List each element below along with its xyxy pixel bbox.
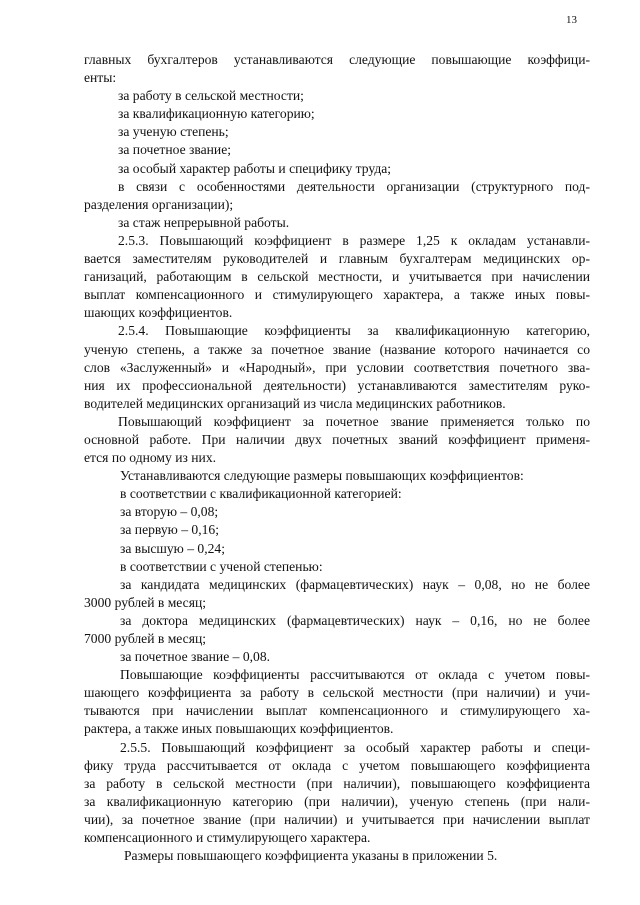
text-line: шающих коэффициентов. [84,305,233,321]
text-line: ученую степень, а также за почетное звание (название которого начинается со [84,341,590,357]
text-line: за квалификационную категорию; [118,106,315,122]
text-line: Размеры повышающего коэффициента указаны в приложении 5. [124,848,498,864]
text-line: вается заместителям руководителей и главным бухгалтерам медицинских ор- [84,251,590,267]
text-line: енты: [84,70,117,86]
text-line: 2.5.5. Повышающий коэффициент за особый характер работы и специ- [120,739,590,755]
text-line: водителей медицинских организаций из числа медицинских работников. [84,395,506,411]
text-line: 3000 рублей в месяц; [84,594,207,610]
text-line: за кандидата медицинских (фармацевтических) наук – 0,08, но не более [120,576,590,592]
text-line: Повышающие коэффициенты рассчитываются от оклада с учетом повы- [120,667,590,683]
text-line: за квалификационную категорию (при наличии), ученую степень (при нали- [84,793,590,809]
text-line: ния их профессиональной деятельности) устанавливаются заместителям руко- [84,377,590,393]
text-line: основной работе. При наличии двух почетных званий коэффициент применя- [84,431,590,447]
text-line: слов «Заслуженный» и «Народный», при условии соответствия почетного зва- [84,359,590,375]
document-body [84,51,590,865]
text-line: 2.5.4. Повышающие коэффициенты за квалификационную категорию, [118,323,590,339]
text-line: чии), за почетное звание (при наличии) и учитывается при начислении выплат [84,811,590,827]
text-line: за первую – 0,16; [120,522,219,538]
text-line: за вторую – 0,08; [120,504,219,520]
text-line: за почетное звание; [118,142,232,158]
text-line: за высшую – 0,24; [120,540,225,556]
text-line: шающего коэффициента за работу в сельской местности (при наличии) и учи- [84,685,590,701]
text-line: фику труда рассчитывается от оклада с учетом повышающего коэффициента [84,757,590,773]
text-line: за доктора медицинских (фармацевтических) наук – 0,16, но не более [120,612,590,628]
text-line: 7000 рублей в месяц; [84,631,207,646]
text-line: главных бухгалтеров устанавливаются следующие повышающие коэффици- [84,52,590,67]
text-line: за особый характер работы и специфику труда; [118,160,392,176]
text-line: Повышающий коэффициент за почетное звание применяется только по [118,413,590,429]
text-line: выплат компенсационного и стимулирующего характера, а также иных повы- [84,287,590,303]
text-line: в связи с особенностями деятельности организации (структурного под- [118,178,590,194]
text-line: в соответствии с квалификационной категорией: [120,486,402,502]
text-line: за работу в сельской местности; [118,88,304,104]
text-line: за ученую степень; [118,124,229,140]
text-line: тываются при начислении выплат компенсационного и стимулирующего ха- [84,703,590,719]
text-line: компенсационного и стимулирующего характера. [84,830,371,846]
text-line: ется по одному из них. [84,450,217,466]
page-number: 13 [566,14,577,26]
text-line: ганизаций, работающим в сельской местности, и учитывается при начислении [84,269,590,285]
text-line: за работу в сельской местности (при наличии), повышающего коэффициента [84,775,590,791]
text-line: рактера, а также иных повышающих коэффициентов. [84,721,394,737]
text-line: за почетное звание – 0,08. [120,649,271,665]
text-line: в соответствии с ученой степенью: [120,558,323,574]
text-line: за стаж непрерывной работы. [118,214,290,230]
text-line: Устанавливаются следующие размеры повышающих коэффициентов: [120,468,524,484]
text-line: 2.5.3. Повышающий коэффициент в размере 1,25 к окладам устанавли- [118,232,590,248]
text-line: разделения организации); [84,196,234,212]
